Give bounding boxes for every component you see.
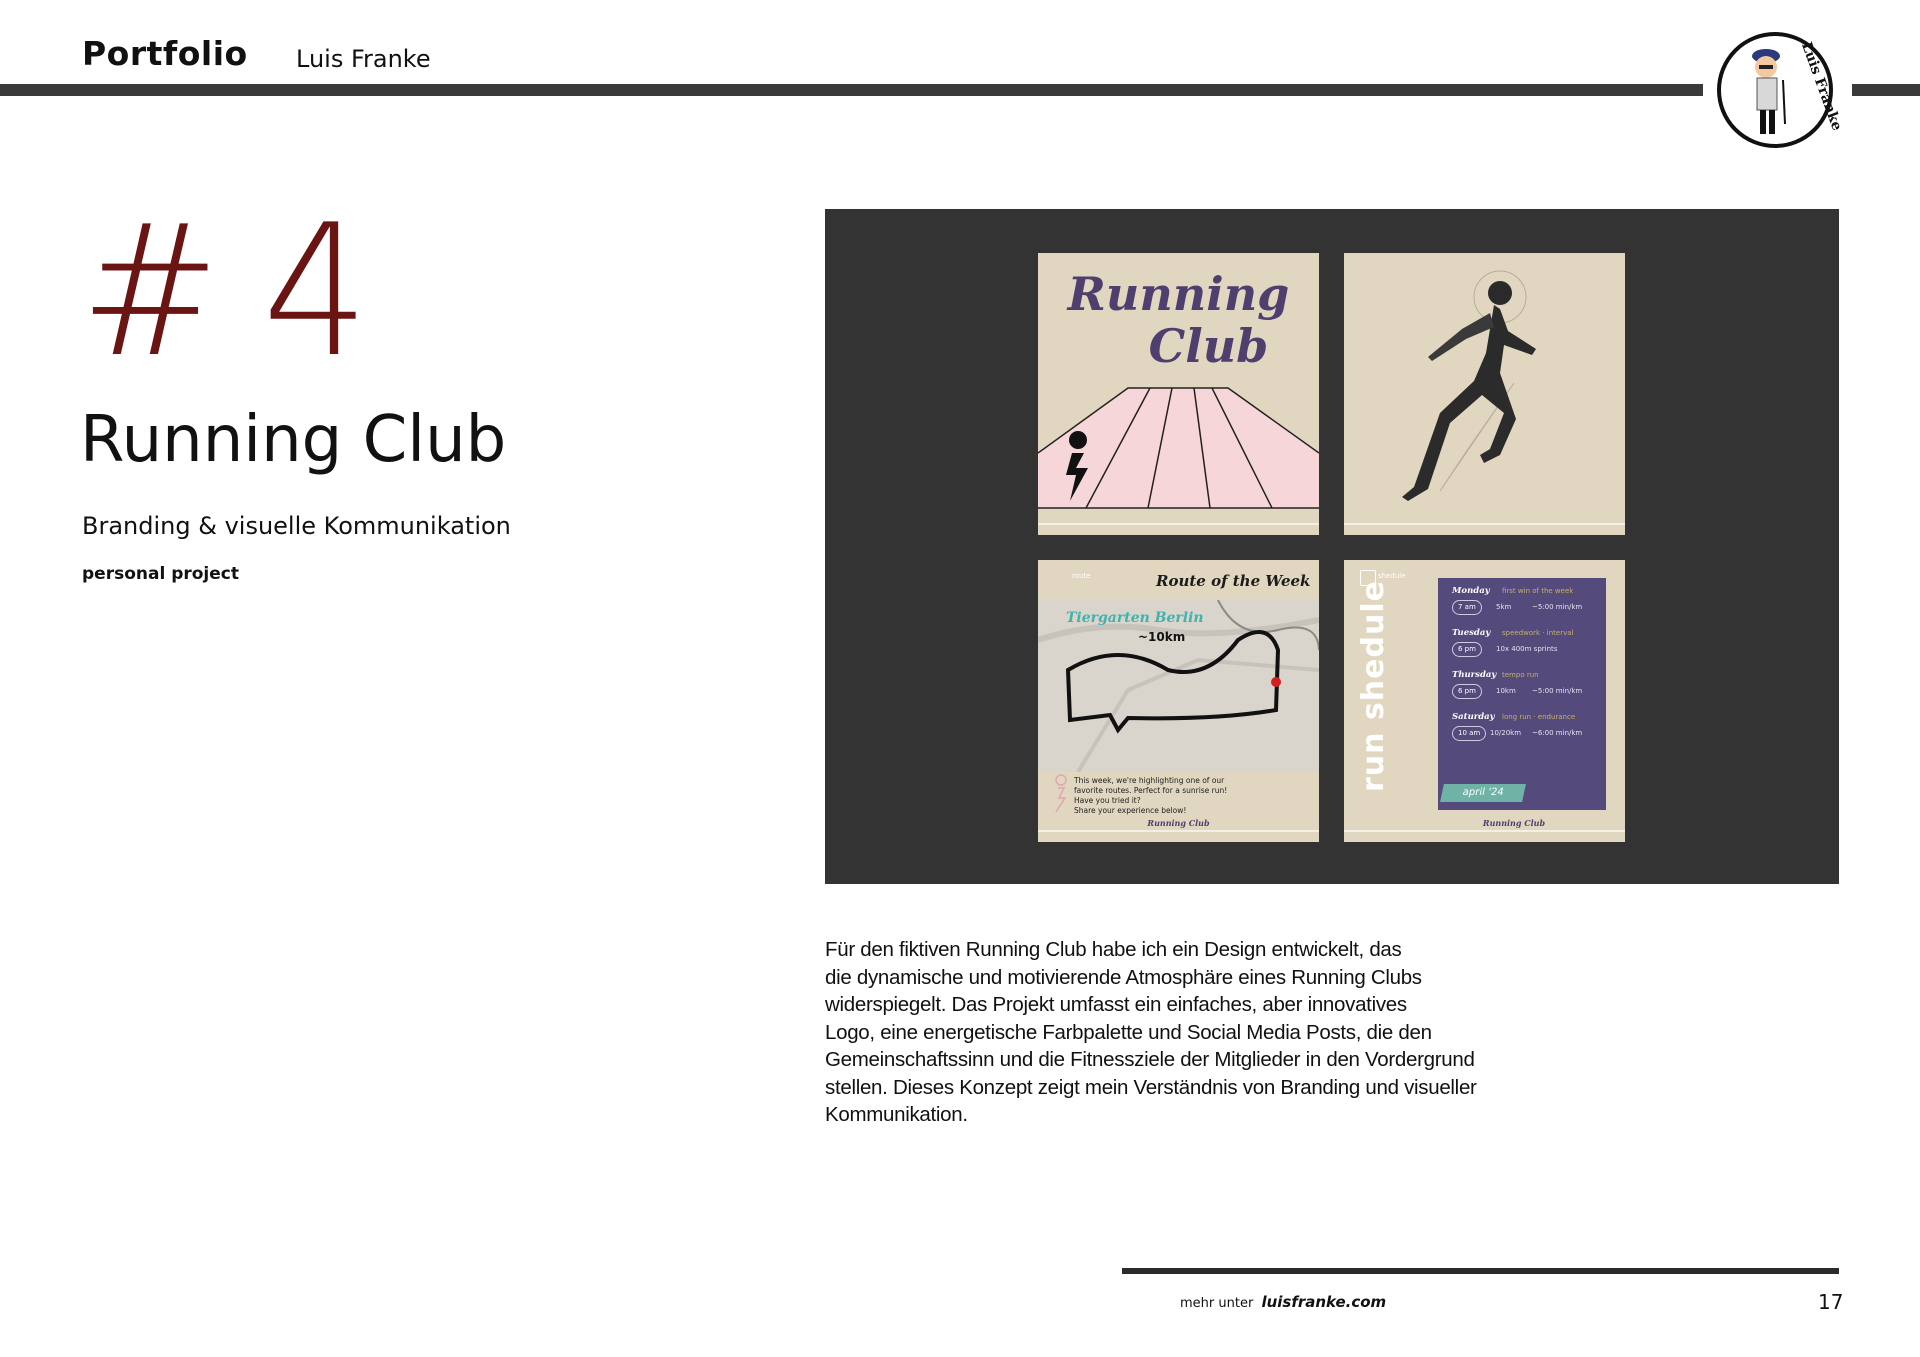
project-showcase [825, 209, 1839, 884]
schedule-brand: Running Club [1482, 818, 1546, 828]
description-line: Gemeinschaftssinn und die Fitnessziele der Mitglieder in den Vordergrund [825, 1048, 1475, 1071]
description-line: widerspiegelt. Das Projekt umfasst ein einfaches, aber innovatives [825, 993, 1407, 1016]
header-rule-left [0, 84, 1703, 96]
schedule-panel: Monday first win of the week 7 am 5km ~5:00 min/km Tuesday speedwork · interval 6 pm 10x 400m sprints Thursday tempo run 6 pm 10km ~5:00 min/km Saturday long run · endurance 10 am 10/20km ~6:00 min/km [1438, 578, 1606, 810]
schedule-vertical-title: run shedule [1356, 580, 1391, 792]
description-line: Für den fiktiven Running Club habe ich ein Design entwickelt, das [825, 938, 1402, 961]
schedule-month-badge: april '24 [1440, 784, 1526, 802]
project-subtitle: Branding & visuelle Kommunikation [82, 512, 511, 540]
route-icon-label: route [1072, 572, 1091, 580]
logo-word-1: Running [1067, 267, 1290, 321]
description-line: Logo, eine energetische Farbpalette und Social Media Posts, die den [825, 1020, 1432, 1044]
project-number: # 4 [80, 185, 364, 397]
description-line: Kommunikation. [825, 1103, 968, 1126]
page-number: 17 [1818, 1290, 1844, 1314]
runner-post [1344, 253, 1625, 535]
route-brand: Running Club [1147, 818, 1210, 828]
logo-text: Luis Franke [1797, 40, 1845, 133]
footer-more-label: mehr unter [1180, 1296, 1254, 1311]
schedule-icon-label: shedule [1378, 572, 1406, 580]
project-title: Running Club [80, 403, 507, 477]
description-line: stellen. Dieses Konzept zeigt mein Verständnis von Branding und visueller [825, 1075, 1477, 1099]
route-title: Route of the Week [1156, 572, 1311, 590]
logo-post [1038, 253, 1319, 535]
header-author: Luis Franke [296, 45, 431, 73]
route-description: This week, we're highlighting one of our favorite routes. Perfect for a sunrise run! Have you tried it? Share your experience below! [1074, 776, 1228, 815]
route-post [1038, 560, 1319, 842]
project-description [825, 936, 1585, 1129]
route-distance: ~10km [1138, 630, 1186, 644]
footer-rule [1122, 1268, 1839, 1274]
description-line: die dynamische und motivierende Atmosphäre eines Running Clubs [825, 965, 1422, 989]
project-tag: personal project [82, 564, 239, 584]
logo-word-2: Club [1148, 319, 1269, 373]
header-rule-right [1852, 84, 1920, 96]
schedule-post [1344, 560, 1625, 842]
header-title: Portfolio [82, 34, 248, 73]
route-place: Tiergarten Berlin [1066, 610, 1204, 626]
footer-more [1180, 1293, 1386, 1311]
footer-url-link[interactable]: luisfranke.com [1261, 1293, 1387, 1311]
